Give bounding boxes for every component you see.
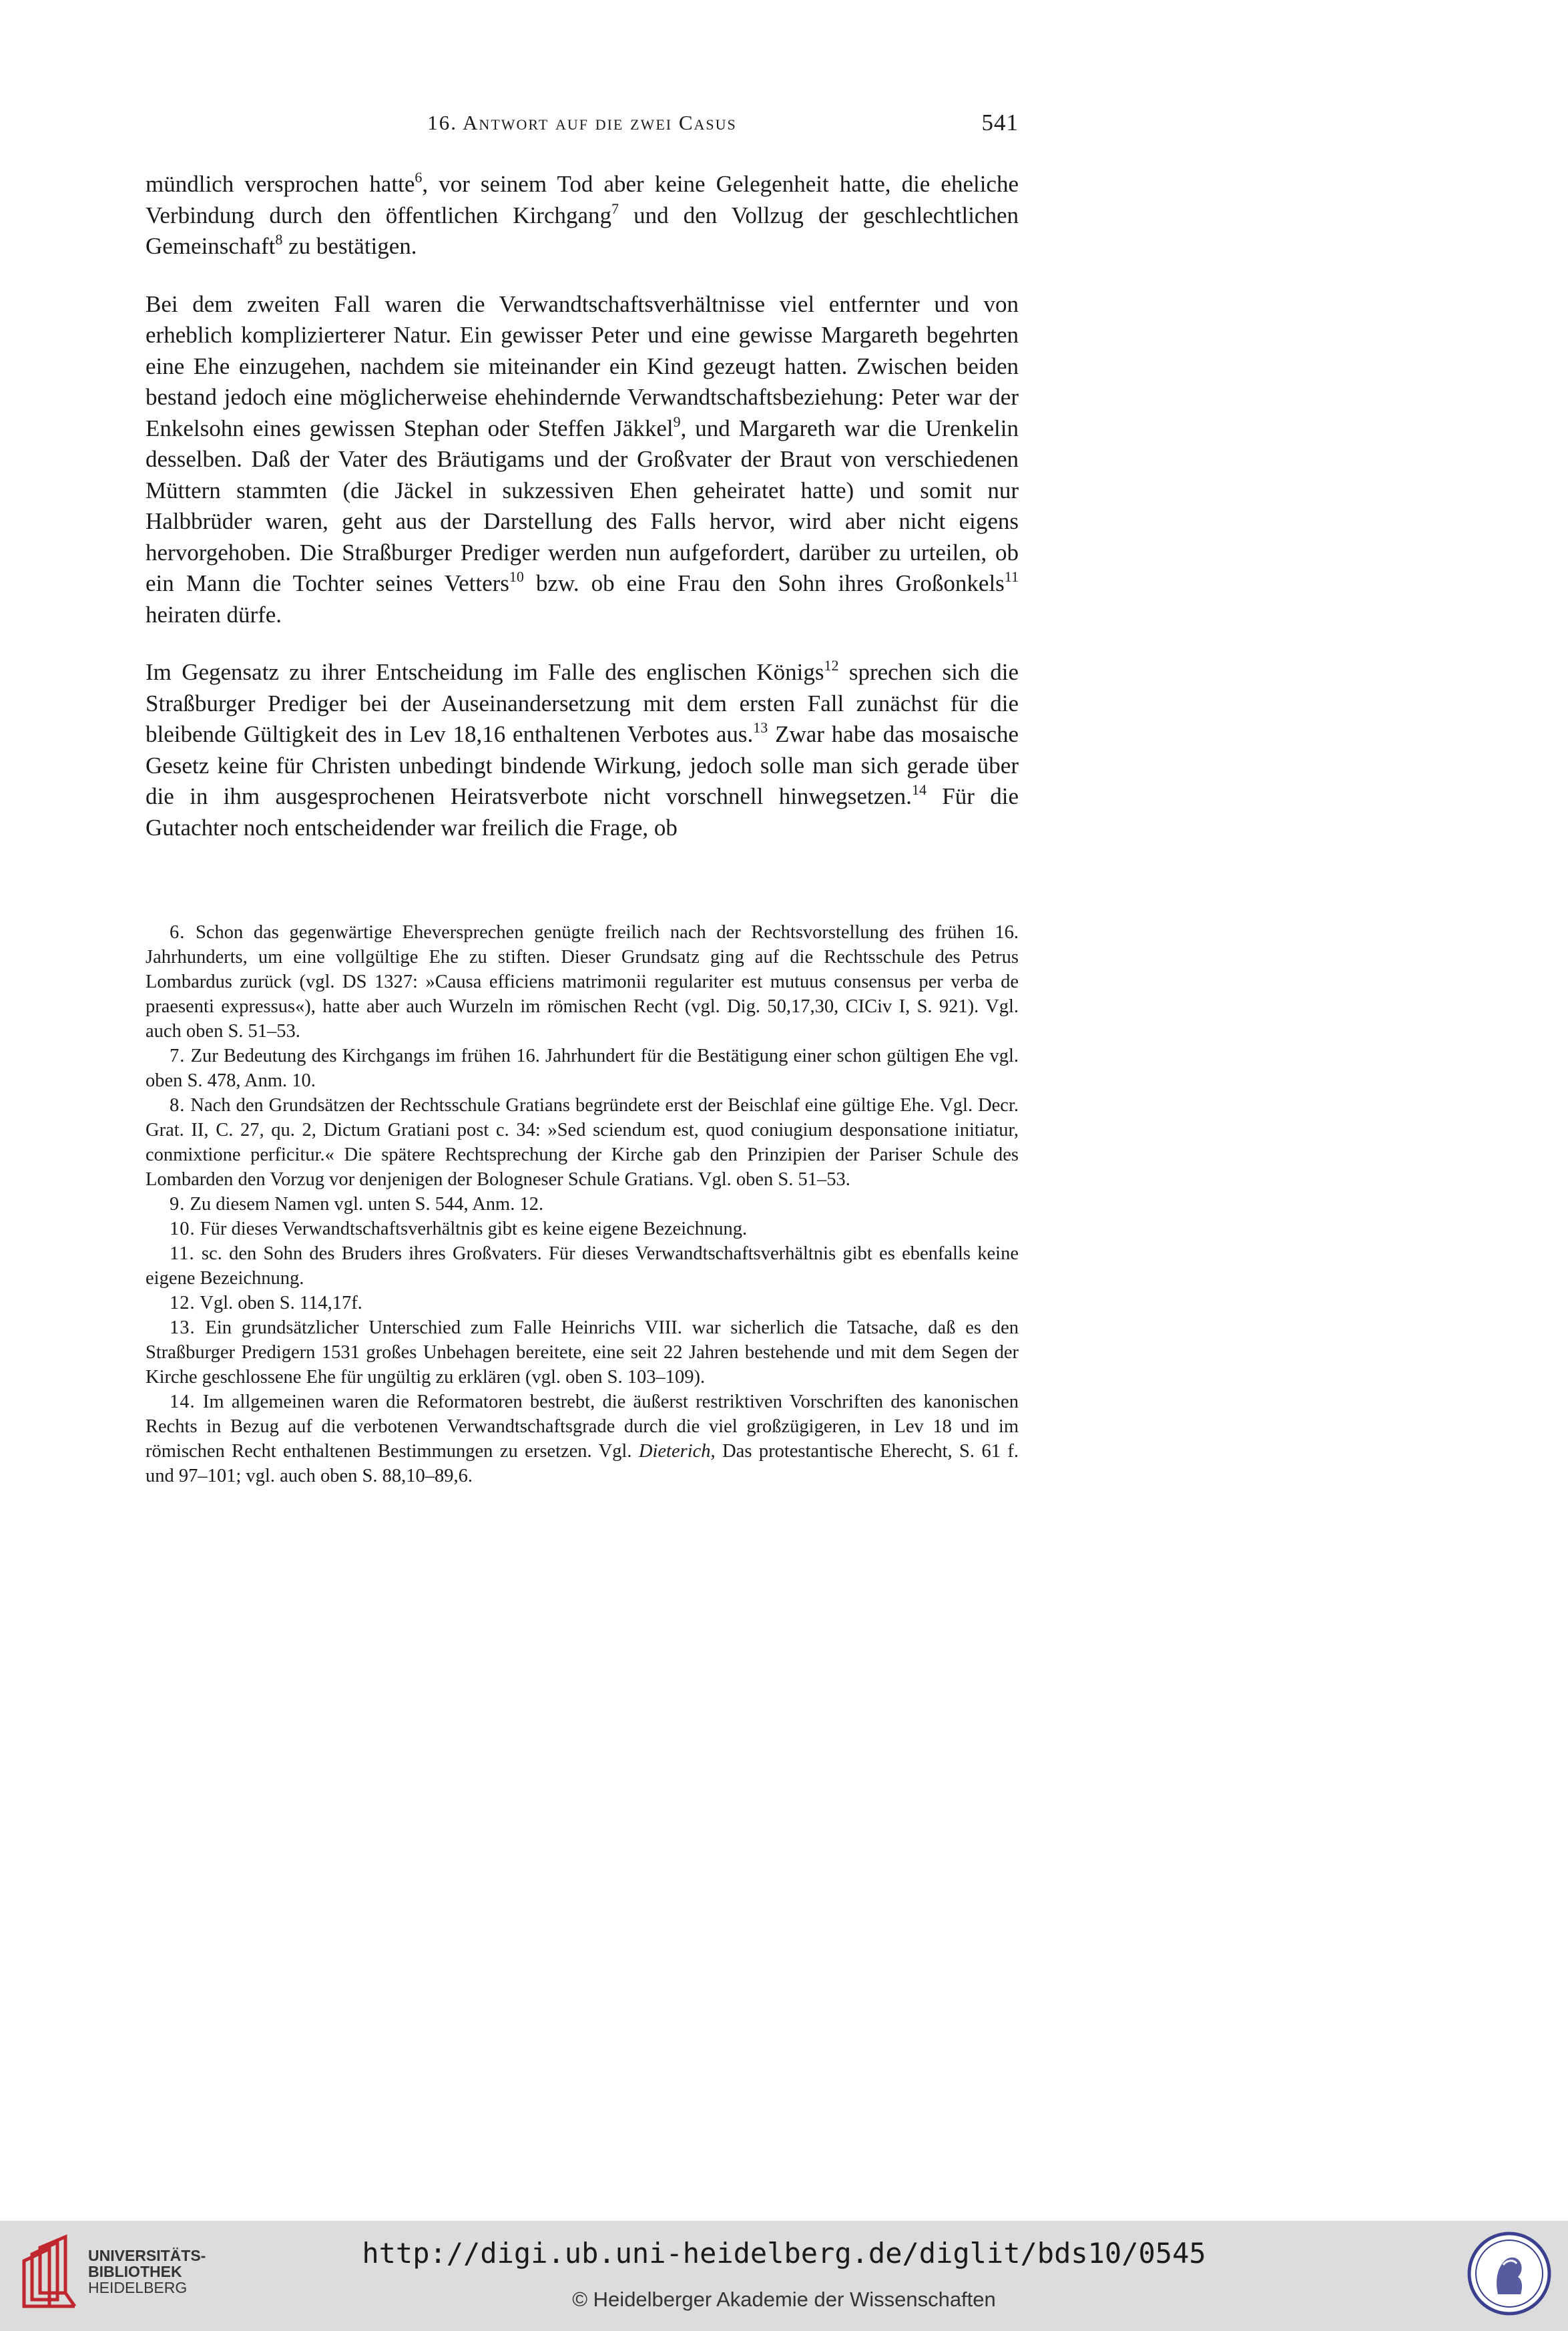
text-run: zu bestätigen.: [282, 233, 417, 259]
footnote-text: , Das protestantische Eherecht, S. 61 f. und 97–101; vgl. auch oben S. 88,10–89,6.: [146, 1441, 1019, 1486]
text-run: Im Gegensatz zu ihrer Entscheidung im Falle des englischen Königs: [146, 659, 824, 685]
footnote-ref[interactable]: 8: [275, 231, 283, 248]
footnote-text: Für dieses Verwandtschaftsverhältnis gibt es keine eigene Bezeichnung.: [200, 1219, 748, 1239]
footnote-14: [146, 1390, 1019, 1488]
text-run: und den Vollzug der geschlechtlichen Gemeinschaft: [146, 202, 1019, 259]
page-number: 541: [981, 110, 1019, 136]
footnote-ref[interactable]: 12: [824, 657, 839, 674]
footnote-8: [146, 1093, 1019, 1192]
text-run: sprechen sich die Straßburger Prediger bei der Auseinandersetzung mit dem ersten Fall zunächst für die bleibende Gültigkeit des in Lev 18,16 enthaltenen Verbotes aus.: [146, 659, 1019, 747]
footnote-text: Zur Bedeutung des Kirchgangs im frühen 16. Jahrhundert für die Bestätigung einer schon gültigen Ehe vgl. oben S. 478, Anm. 10.: [146, 1046, 1019, 1091]
footnote-text: Ein grundsätzlicher Unterschied zum Falle Heinrichs VIII. war sicherlich die Tatsache, daß es den Straßburger Predigern 1531 großes Unbehagen bereitete, eine seit 22 Jahren bestehende und mit dem Segen der Kirche geschlossene Ehe für ungültig zu erklären (vgl. oben S. 103–109).: [146, 1317, 1019, 1388]
text-run: Für die Gutachter noch entscheidender war freilich die Frage, ob: [146, 783, 1019, 841]
footnote-ref[interactable]: 7: [611, 200, 619, 217]
footnote-6: [146, 920, 1019, 1044]
footnote-number: 11.: [170, 1243, 195, 1264]
footnote-10: [146, 1217, 1019, 1241]
footnote-number: 8.: [170, 1095, 186, 1116]
footnote-ref[interactable]: 13: [753, 719, 768, 736]
source-url-link[interactable]: http://digi.ub.uni-heidelberg.de/diglit/bds10/0545: [362, 2237, 1206, 2270]
footnotes: [146, 920, 1019, 1488]
text-run: , vor seinem Tod aber keine Gelegenheit hatte, die eheliche Verbindung durch den öffentlichen Kirchgang: [146, 171, 1019, 228]
body-text: [146, 169, 1019, 843]
copyright-notice: © Heidelberger Akademie der Wissenschaften: [572, 2288, 996, 2311]
academy-seal-icon: [1466, 2230, 1553, 2317]
footnote-ref[interactable]: 11: [1004, 568, 1019, 585]
library-name-line: BIBLIOTHEK: [88, 2263, 182, 2280]
footnote-number: 6.: [170, 922, 186, 943]
footnote-12: [146, 1291, 1019, 1315]
paragraph-3: [146, 657, 1019, 843]
footnote-7: [146, 1044, 1019, 1093]
footnote-9: [146, 1192, 1019, 1217]
footnote-text: Schon das gegenwärtige Eheversprechen genügte freilich nach der Rechtsvorstellung des frühen 16. Jahrhunderts, um eine vollgültige Ehe zu stiften. Dieser Grundsatz ging auf die Rechtsschule des Petrus Lombardus zurück (vgl. DS 1327: »Causa efficiens matrimonii regulariter est mutuus consensus per verba de praesenti expressus«), hatte aber auch Wurzeln im römischen Recht (vgl. Dig. 50,17,30, CICiv I, S. 921). Vgl. auch oben S. 51–53.: [146, 922, 1019, 1042]
paragraph-2: [146, 289, 1019, 631]
text-run: , und Margareth war die Urenkelin desselben. Daß der Vater des Bräutigams und der Großvater der Braut von verschiedenen Müttern stammten (die Jäckel in sukzessiven Ehen geheiratet hatte) und somit nur Halbbrüder waren, geht aus der Darstellung des Falls hervor, wird aber nicht eigens hervorgehoben. Die Straßburger Prediger werden nun aufgefordert, darüber zu urteilen, ob ein Mann die Tochter seines Vetters: [146, 415, 1019, 596]
footnote-number: 13.: [170, 1317, 196, 1338]
footnote-ref[interactable]: 6: [415, 169, 423, 186]
library-name-line: HEIDELBERG: [88, 2279, 188, 2296]
text-run: Zwar habe das mosaische Gesetz keine für Christen unbedingt bindende Wirkung, jedoch solle man sich gerade über die in ihm ausgesprochenen Heiratsverbote nicht vorschnell hinwegsetzen.: [146, 721, 1019, 809]
library-name-line: UNIVERSITÄTS-: [88, 2247, 206, 2264]
text-run: bzw. ob eine Frau den Sohn ihres Großonkels: [523, 570, 1005, 596]
text-run: heiraten dürfe.: [146, 601, 282, 628]
paragraph-1: [146, 169, 1019, 262]
footnote-number: 12.: [170, 1293, 196, 1313]
text-run: mündlich versprochen hatte: [146, 171, 415, 197]
footnote-text: Vgl. oben S. 114,17f.: [200, 1293, 362, 1313]
footnote-number: 14.: [170, 1392, 196, 1412]
footnote-number: 10.: [170, 1219, 196, 1239]
author-name: Dieterich: [638, 1441, 711, 1462]
footnote-ref[interactable]: 9: [673, 413, 681, 430]
text-run: Bei dem zweiten Fall waren die Verwandtschaftsverhältnisse viel entfernter und von erheblich komplizierterer Natur. Ein gewisser Peter und eine gewisse Margareth begehrten eine Ehe einzugehen, nachdem sie miteinander ein Kind gezeugt hatten. Zwischen beiden bestand jedoch eine möglicherweise ehehindernde Verwandtschaftsbeziehung: Peter war der Enkelsohn eines gewissen Stephan oder Steffen Jäkkel: [146, 290, 1019, 441]
footnote-number: 9.: [170, 1194, 186, 1215]
footnote-text: sc. den Sohn des Bruders ihres Großvaters. Für dieses Verwandtschaftsverhältnis gibt es ebenfalls keine eigene Bezeichnung.: [146, 1243, 1019, 1289]
footnote-number: 7.: [170, 1046, 186, 1066]
footnote-11: [146, 1241, 1019, 1291]
footnote-13: [146, 1315, 1019, 1390]
footnote-text: Im allgemeinen waren die Reformatoren bestrebt, die äußerst restriktiven Vorschriften des kanonischen Rechts in Bezug auf die verbotenen Verwandtschaftsgrade durch die viel großzügigeren, in Lev 18 und im römischen Recht enthaltenen Bestimmungen zu ersetzen. Vgl.: [146, 1392, 1019, 1462]
footnote-ref[interactable]: 14: [911, 781, 927, 798]
running-title: 16. Antwort auf die zwei Casus: [427, 111, 737, 134]
footnote-text: Nach den Grundsätzen der Rechtsschule Gratians begründete erst der Beischlaf eine gültige Ehe. Vgl. Decr. Grat. II, C. 27, qu. 2, Dictum Gratiani post c. 34: »Sed sciendum est, quod coniugium desponsatione initiatur, conmixtione perficitur.« Die spätere Rechtsprechung der Kirche gab den Prinzipien der Pariser Schule des Lombarden den Vorzug vor denjenigen der Bologneser Schule Gratians. Vgl. oben S. 51–53.: [146, 1095, 1019, 1190]
footnote-text: Zu diesem Namen vgl. unten S. 544, Anm. 12.: [190, 1194, 544, 1215]
page-header: [146, 107, 1019, 147]
footnote-ref[interactable]: 10: [509, 568, 524, 585]
footer-bar: [0, 2221, 1568, 2331]
